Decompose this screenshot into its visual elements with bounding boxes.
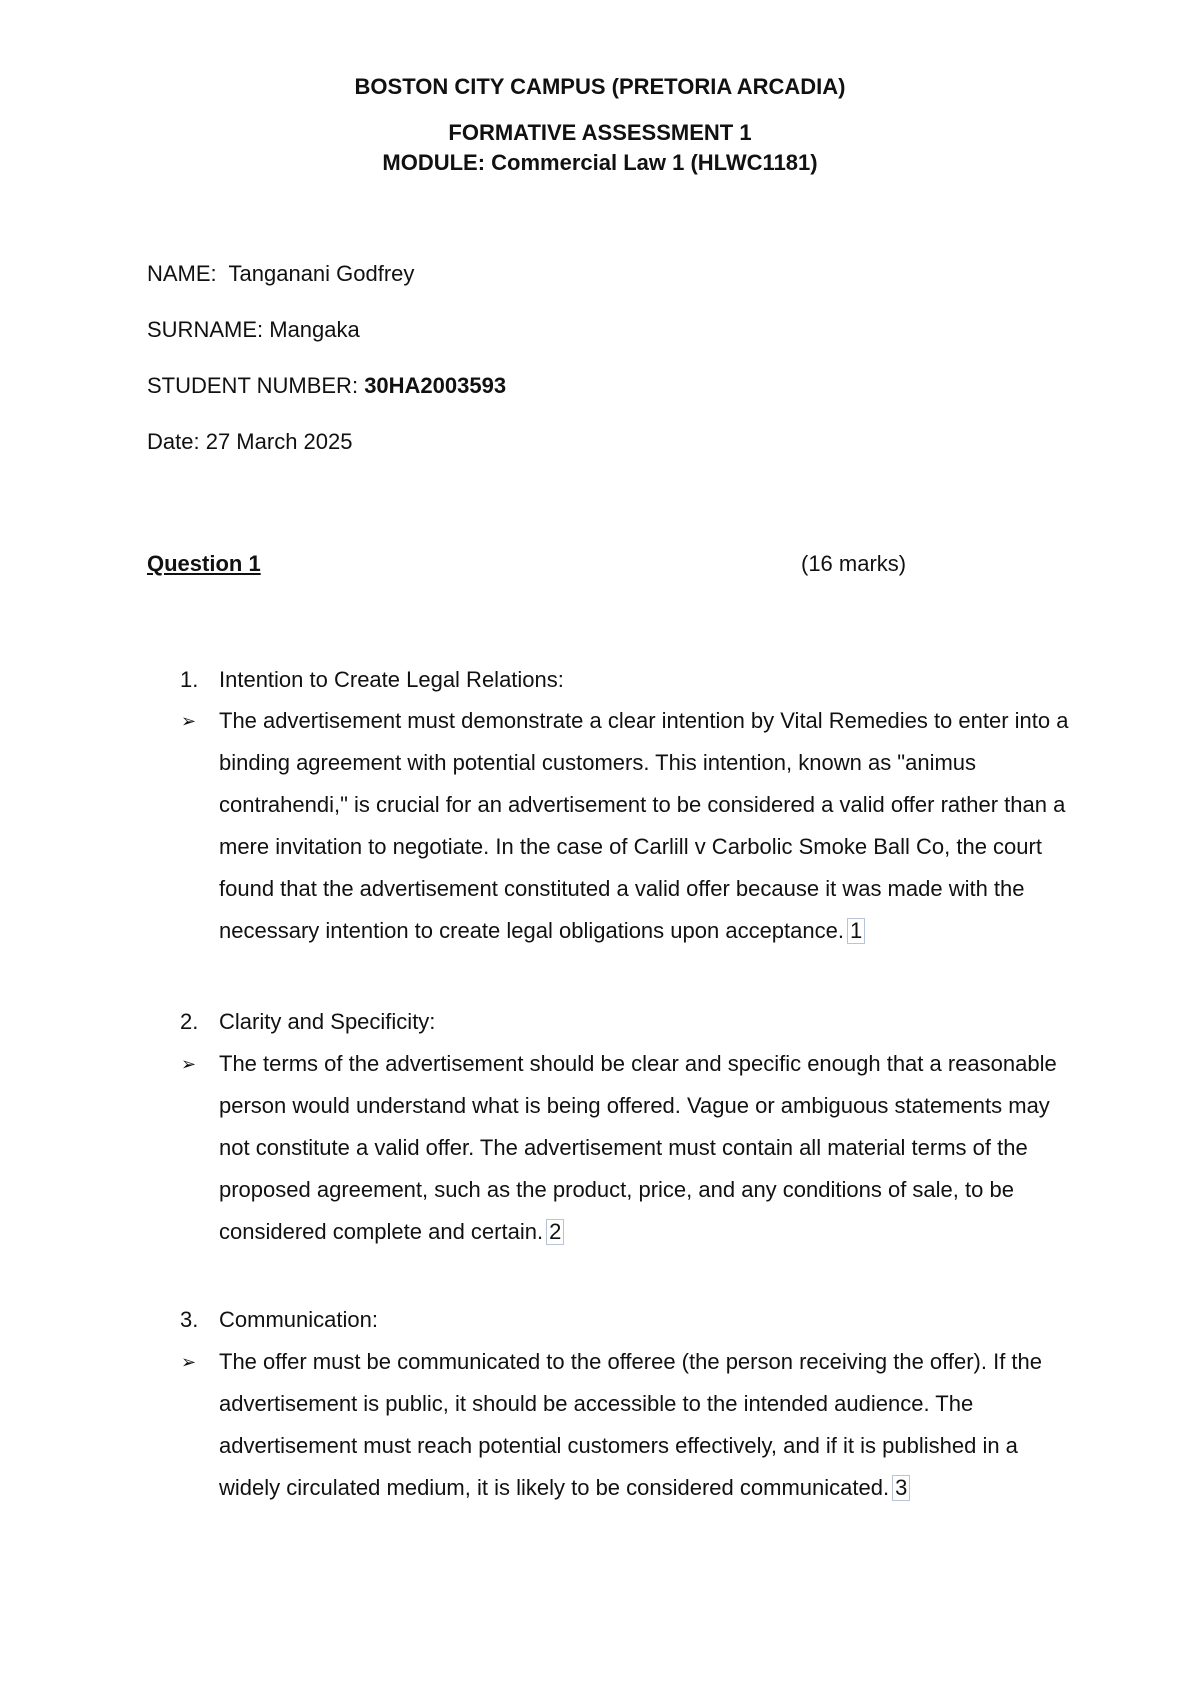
student-number-field xyxy=(147,372,506,400)
date-field xyxy=(147,428,352,456)
question-marks: (16 marks) xyxy=(801,551,907,576)
arrow-bullet-icon: ➢ xyxy=(181,1352,197,1372)
item-paragraph xyxy=(219,1341,1069,1509)
student-name-field xyxy=(147,260,414,288)
module-title: MODULE: Commercial Law 1 (HLWC1181) xyxy=(382,150,818,175)
footnote-reference[interactable]: 2 xyxy=(546,1219,564,1245)
name-value: Tanganani Godfrey xyxy=(228,261,415,286)
item-text: The advertisement must demonstrate a clear intention by Vital Remedies to enter into a binding agreement with potential customers. This intention, known as "animus contrahendi," is crucial for an advertisement to be considered a valid offer rather than a mere invitation to negotiate. In the case of Carlill v Carbolic Smoke Ball Co, the court found that the advertisement constituted a valid offer because it was made with the necessary intention to create legal obligations upon acceptance. xyxy=(219,708,1069,943)
institution-title: BOSTON CITY CAMPUS (PRETORIA ARCADIA) xyxy=(354,74,846,99)
item-heading: Intention to Create Legal Relations: xyxy=(219,667,564,692)
arrow-bullet-icon: ➢ xyxy=(181,1054,197,1074)
arrow-bullet-icon: ➢ xyxy=(181,711,197,731)
student-surname-field xyxy=(147,316,360,344)
footnote-reference[interactable]: 3 xyxy=(892,1475,910,1501)
date-label: Date: xyxy=(147,429,200,454)
question-title: Question 1 xyxy=(147,551,261,576)
student-number-value: 30HA2003593 xyxy=(364,373,507,398)
name-label: NAME: xyxy=(147,261,217,286)
assessment-title: FORMATIVE ASSESSMENT 1 xyxy=(448,120,752,145)
footnote-reference[interactable]: 1 xyxy=(847,918,865,944)
surname-value: Mangaka xyxy=(269,317,360,342)
item-heading: Clarity and Specificity: xyxy=(219,1009,436,1034)
item-number: 1. xyxy=(180,667,199,692)
item-heading: Communication: xyxy=(219,1307,378,1332)
item-paragraph xyxy=(219,1043,1069,1253)
item-text: The offer must be communicated to the offeree (the person receiving the offer). If the advertisement is public, it should be accessible to the intended audience. The advertisement must reach potential customers effectively, and if it is published in a widely circulated medium, it is likely to be considered communicated. xyxy=(219,1349,1043,1500)
student-number-label: STUDENT NUMBER: xyxy=(147,373,359,398)
item-paragraph xyxy=(219,700,1069,952)
date-value: 27 March 2025 xyxy=(205,429,353,454)
item-text: The terms of the advertisement should be clear and specific enough that a reasonable person would understand what is being offered. Vague or ambiguous statements may not constitute a valid offer. The advertisement must contain all material terms of the proposed agreement, such as the product, price, and any conditions of sale, to be considered complete and certain. xyxy=(219,1051,1057,1244)
item-number: 3. xyxy=(180,1307,199,1332)
item-number: 2. xyxy=(180,1009,199,1034)
surname-label: SURNAME: xyxy=(147,317,264,342)
